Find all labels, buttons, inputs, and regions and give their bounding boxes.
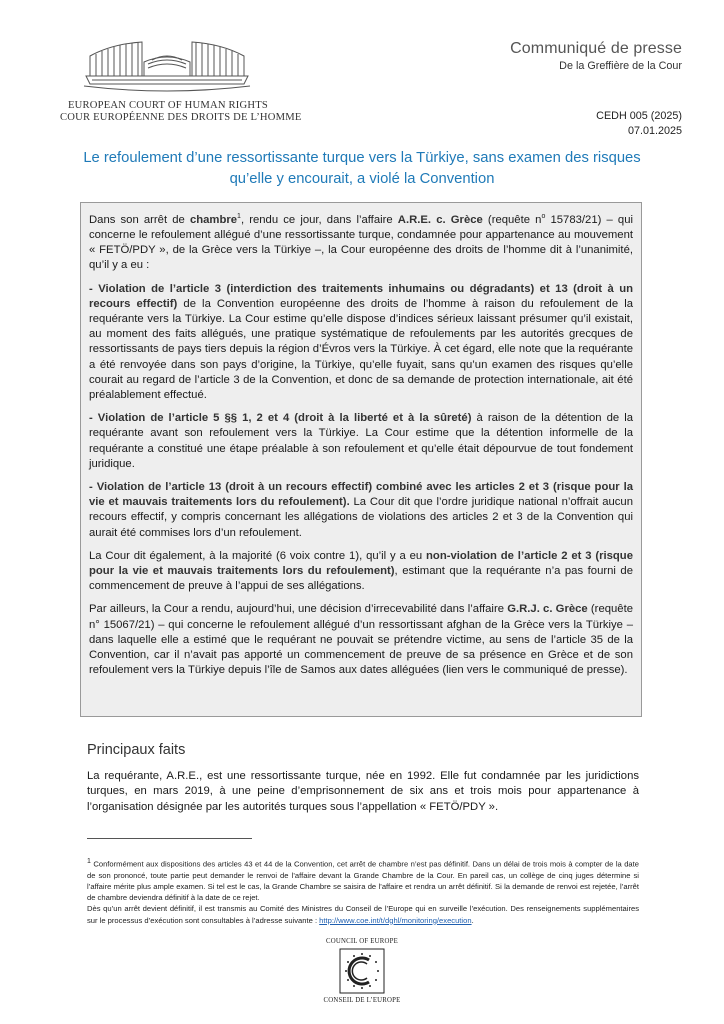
footnote-text: Conformément aux dispositions des articles 43 et 44 de la Convention, cet arrêt de chambre n’est pas définitif. Dans un délai de trois mois à compter de la date de son prononcé, toute partie peut demander le renvoi de l’affaire devant la Grande Chambre de la Cour. En pareil cas, un collège de cinq juges détermine si l’affaire mérite plus ample examen. Si tel est le cas, la Grande Chambre se saisira de l’affaire et rendra un arrêt définitif. Si la demande de renvoi est rejetée, l’arrêt de chambre deviendra définitif à la date de ce rejet. bbox=[87, 859, 639, 903]
reference-block bbox=[596, 109, 682, 139]
violation-heading: - Violation de l’article 3 (interdiction des traitements inhumains ou dégradants) et 13 (droit à un recours effectif) bbox=[89, 282, 633, 310]
violation-heading: - Violation de l’article 13 (droit à un recours effectif) combiné avec les articles 2 et 3 (risque pour la vie et mauvais traitements lors du refoulement). bbox=[89, 481, 633, 509]
press-release-title: Communiqué de presse bbox=[510, 40, 682, 57]
paragraph-text: (requête n° 15067/21) – qui concerne le refoulement allégué d’un ressortissant afghan de la Grèce vers la Türkiye – dans laquelle elle a estimé que le requérant ne pouvait se prétendre victime, au sens de l’article 35 de la Convention, car il n’avait pas apporté un commencement de preuve de sa présence en Grèce et de son refoulement vers la Türkiye depuis l’île de Samos aux dates alléguées (lien vers le communiqué de presse). bbox=[89, 603, 634, 677]
non-violation-heading: non-violation de l’article 2 et 3 (risque pour la vie et mauvais traitements lors du refoulement) bbox=[89, 549, 633, 578]
intro-bold: chambre bbox=[189, 213, 238, 226]
paragraph-text: La Cour dit également, à la majorité (6 voix contre 1), qu’il y a eu bbox=[89, 549, 427, 562]
case-name: A.R.E. c. Grèce bbox=[397, 213, 483, 226]
violation-article-3 bbox=[89, 282, 633, 404]
case-name: G.R.J. c. Grèce bbox=[507, 603, 588, 616]
violation-article-5 bbox=[89, 411, 633, 472]
intro-text: (requête n bbox=[482, 213, 542, 226]
section-title: Principaux faits bbox=[87, 742, 186, 758]
court-name-en: EUROPEAN COURT OF HUMAN RIGHTS bbox=[68, 100, 268, 111]
coe-name-fr: CONSEIL DE L’EUROPE bbox=[323, 997, 401, 1004]
summary-box bbox=[80, 202, 642, 717]
facts-paragraph bbox=[87, 769, 639, 815]
non-violation-paragraph bbox=[89, 549, 633, 595]
coe-name-en: COUNCIL OF EUROPE bbox=[326, 938, 398, 945]
coe-emblem-icon bbox=[339, 948, 385, 994]
violation-text: La Cour dit que l’ordre juridique national n’offrait aucun recours effectif, y compris concernant les allégations de violations des articles 2 et 3 de la Convention qui aurait été commises lors d’un refoulement. bbox=[89, 496, 633, 539]
footnote-text: . bbox=[471, 915, 474, 925]
superscript-o: o bbox=[541, 213, 546, 220]
court-building-icon bbox=[82, 40, 252, 98]
council-of-europe-logo bbox=[312, 938, 412, 1004]
footnote-p2 bbox=[87, 903, 639, 925]
footnote-text: Dès qu’un arrêt devient définitif, il est transmis au Comité des Ministres du Conseil de l’Europe qui en surveille l’exécution. Des renseignements supplémentaires sur le processus d’exécution sont consultables à l’adresse suivante : bbox=[87, 904, 639, 925]
violation-text: de la Convention européenne des droits de l’homme à raison du refoulement de la requérante vers la Türkiye. La Cour estime qu’elle dispose d’indices sérieux laissant présumer qu’il existait, au moment des faits allégués, une pratique systématique de refoulements par les autorités grecques de ressortissants de pays tiers depuis la région d’Évros vers la Türkiye. À cet égard, elle note que la requérante a été renvoyée dans son pays d’origine, la Türkiye, qu’elle fuyait, sans qu’un examen des risques qu’elle courait au regard de l’article 3 de la Convention, et donc de sa demande de protection internationale, ait été préalablement effectué. bbox=[89, 297, 633, 401]
court-logo bbox=[60, 40, 302, 123]
court-name-fr: COUR EUROPÉENNE DES DROITS DE L’HOMME bbox=[60, 112, 302, 123]
footnote-divider bbox=[87, 838, 252, 839]
intro-text: 15783/21) – qui concerne le refoulement allégué d’une ressortissante turque, condamnée pour appartenance au mouvement « FETÖ/PDY », de la Grèce vers la Türkiye –, la Cour européenne des droits de l’homme dit à l’unanimité, qu’il y a eu : bbox=[89, 213, 633, 272]
intro-text: , rendu ce jour, dans l’affaire bbox=[240, 213, 398, 226]
facts-text: La requérante, A.R.E., est une ressortissante turque, née en 1992. Elle fut condamnée par les juridictions turques, en mars 2019, à une peine d’emprisonnement de six ans et trois mois pour appartenance à l’organisation désignée par les autorités turques sous l’appellation « FETÖ/PDY ». bbox=[87, 770, 639, 813]
violation-article-13 bbox=[89, 480, 633, 541]
violation-text: à raison de la détention de la requérante avant son refoulement vers la Türkiye. La Cour estime que la détention informelle de la requérante a constitué une étape préalable à son refoulement et qu’elle était dépourvue de tout fondement juridique. bbox=[89, 412, 633, 470]
footnote-mark: 1 bbox=[87, 858, 91, 865]
press-release-subtitle: De la Greffière de la Cour bbox=[559, 60, 682, 72]
footnote-p1 bbox=[87, 856, 639, 903]
paragraph-text: Par ailleurs, la Cour a rendu, aujourd’hui, une décision d’irrecevabilité dans l’affaire bbox=[89, 603, 508, 616]
footnote-ref: 1 bbox=[237, 213, 241, 220]
summary-intro bbox=[89, 209, 633, 274]
release-date: 07.01.2025 bbox=[627, 125, 682, 137]
violation-heading: - Violation de l’article 5 §§ 1, 2 et 4 (droit à la liberté et à la sûreté) bbox=[89, 412, 472, 425]
execution-link[interactable]: http://www.coe.int/t/dghl/monitoring/execution bbox=[319, 915, 472, 925]
footnote bbox=[87, 856, 639, 926]
headline: Le refoulement d’une ressortissante turque vers la Türkiye, sans examen des risques qu’elle y encourait, a violé la Convention bbox=[83, 150, 641, 187]
intro-text: Dans son arrêt de bbox=[89, 213, 190, 226]
inadmissibility-paragraph bbox=[89, 602, 633, 678]
reference-number: CEDH 005 (2025) bbox=[596, 110, 682, 122]
paragraph-text: , estimant que la requérante n’a pas fourni de commencement de preuve à l’appui de ses allégations. bbox=[89, 565, 633, 593]
